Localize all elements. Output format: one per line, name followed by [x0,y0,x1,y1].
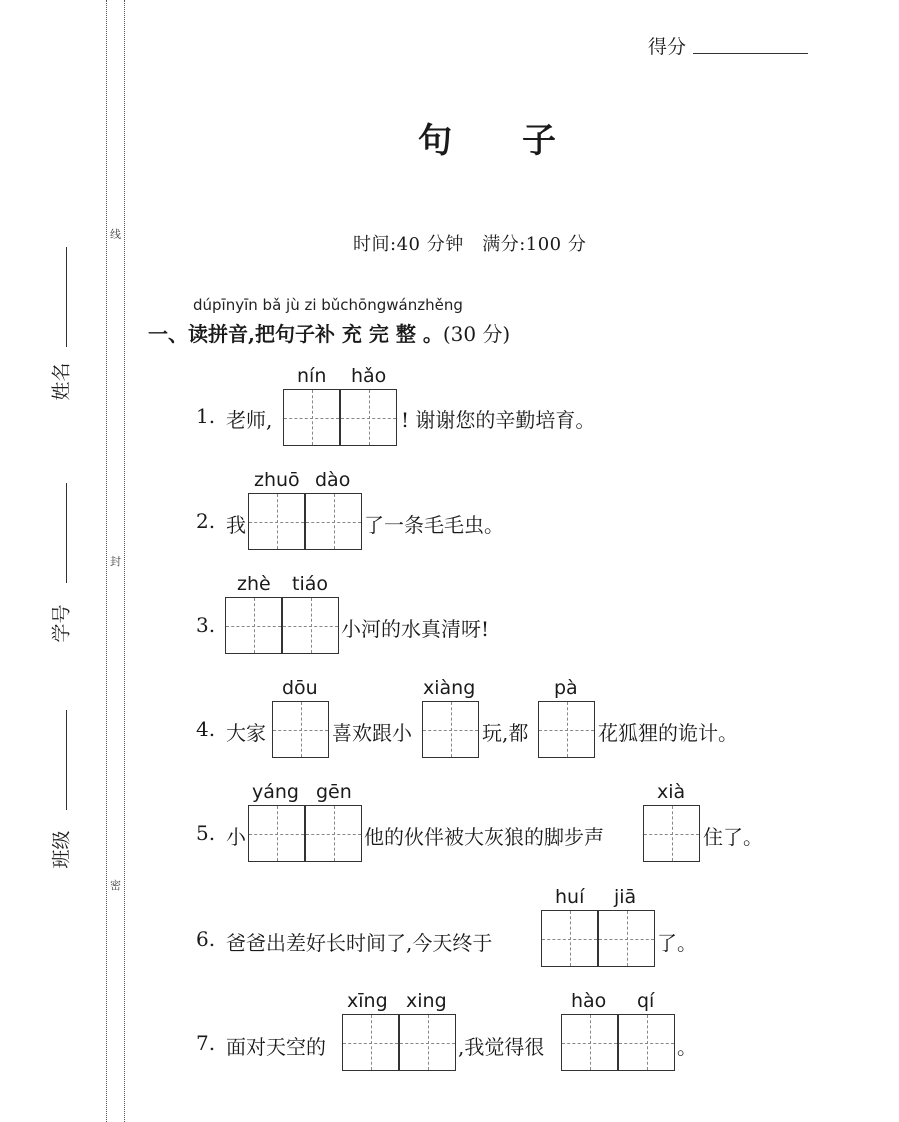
question-text: 大家 [226,721,266,745]
question-text: 花狐狸的诡计。 [598,721,738,745]
question-text: 玩,都 [482,721,529,745]
class-blank[interactable] [66,710,67,810]
pinyin-label: dào [315,469,351,491]
answer-box[interactable] [272,701,329,758]
pinyin-label: yáng [252,781,299,803]
student-id-label: 学号 [50,604,73,643]
question-text: 小河的水真清呀! [341,617,490,641]
question-text: ,我觉得很 [458,1035,545,1059]
question-text: 老师, [226,408,273,432]
answer-box[interactable] [305,805,362,862]
score-label: 得分 [648,36,687,58]
question-number: 6. [196,927,216,951]
question-text: 面对天空的 [226,1035,326,1059]
name-blank[interactable] [66,247,67,347]
pinyin-label: jiā [614,886,637,908]
answer-box[interactable] [340,389,397,446]
answer-box[interactable] [248,493,305,550]
question-text: 了一条毛毛虫。 [364,513,504,537]
answer-box[interactable] [538,701,595,758]
section-heading [148,318,510,347]
pinyin-label: tiáo [292,573,328,595]
margin-word-xian: 线 [110,228,121,241]
answer-box[interactable] [422,701,479,758]
pinyin-label: huí [555,886,585,908]
section-points: (30 分) [442,322,511,346]
question-text: 我 [226,513,246,537]
binding-dotted-line-right [124,0,125,1122]
pinyin-label: zhè [237,573,271,595]
pinyin-label: pà [554,677,578,699]
student-id-blank[interactable] [66,483,67,583]
question-text: 小 [226,825,246,849]
name-label: 姓名 [50,362,73,401]
question-text: ! 谢谢您的辛勤培育。 [401,408,596,432]
exam-info: 时间:40 分钟 满分:100 分 [353,234,587,255]
margin-word-mi: 密 [110,879,121,892]
question-number: 5. [196,821,216,845]
answer-box[interactable] [282,597,339,654]
answer-box[interactable] [399,1014,456,1071]
title-char-1: 句 [418,121,452,161]
answer-box[interactable] [643,805,700,862]
answer-box[interactable] [248,805,305,862]
section-title: 一、读拼音,把句子补 充 完 整 。 [148,322,443,346]
pinyin-label: xià [657,781,686,803]
answer-box[interactable] [342,1014,399,1071]
title-char-2: 子 [522,121,556,161]
pinyin-label: xiàng [423,677,476,699]
question-number: 4. [196,717,216,741]
question-text: 。 [677,1035,697,1059]
answer-box[interactable] [618,1014,675,1071]
section-pinyin: dúpīnyīn bǎ jù zi bǔchōngwánzhěng [193,296,463,314]
pinyin-label: hào [571,990,607,1012]
pinyin-label: qí [637,990,655,1012]
binding-dotted-line-left [106,0,107,1122]
pinyin-label: xing [406,990,447,1012]
answer-box[interactable] [283,389,340,446]
pinyin-label: xīng [347,990,388,1012]
question-text: 喜欢跟小 [332,721,412,745]
question-text: 住了。 [703,825,763,849]
pinyin-label: hǎo [351,365,387,387]
question-text: 他的伙伴被大灰狼的脚步声 [364,825,604,849]
pinyin-label: gēn [316,781,352,803]
question-number: 2. [196,509,216,533]
answer-box[interactable] [598,910,655,967]
pinyin-label: zhuō [254,469,300,491]
question-text: 了。 [657,931,697,955]
question-number: 1. [196,404,216,428]
question-text: 爸爸出差好长时间了,今天终于 [226,931,493,955]
answer-box[interactable] [541,910,598,967]
question-number: 3. [196,613,216,637]
score-blank[interactable] [693,53,808,54]
answer-box[interactable] [561,1014,618,1071]
question-number: 7. [196,1031,216,1055]
margin-word-feng: 封 [110,555,121,568]
answer-box[interactable] [225,597,282,654]
class-label: 班级 [50,830,73,869]
pinyin-label: dōu [282,677,318,699]
pinyin-label: nín [297,365,327,387]
answer-box[interactable] [305,493,362,550]
